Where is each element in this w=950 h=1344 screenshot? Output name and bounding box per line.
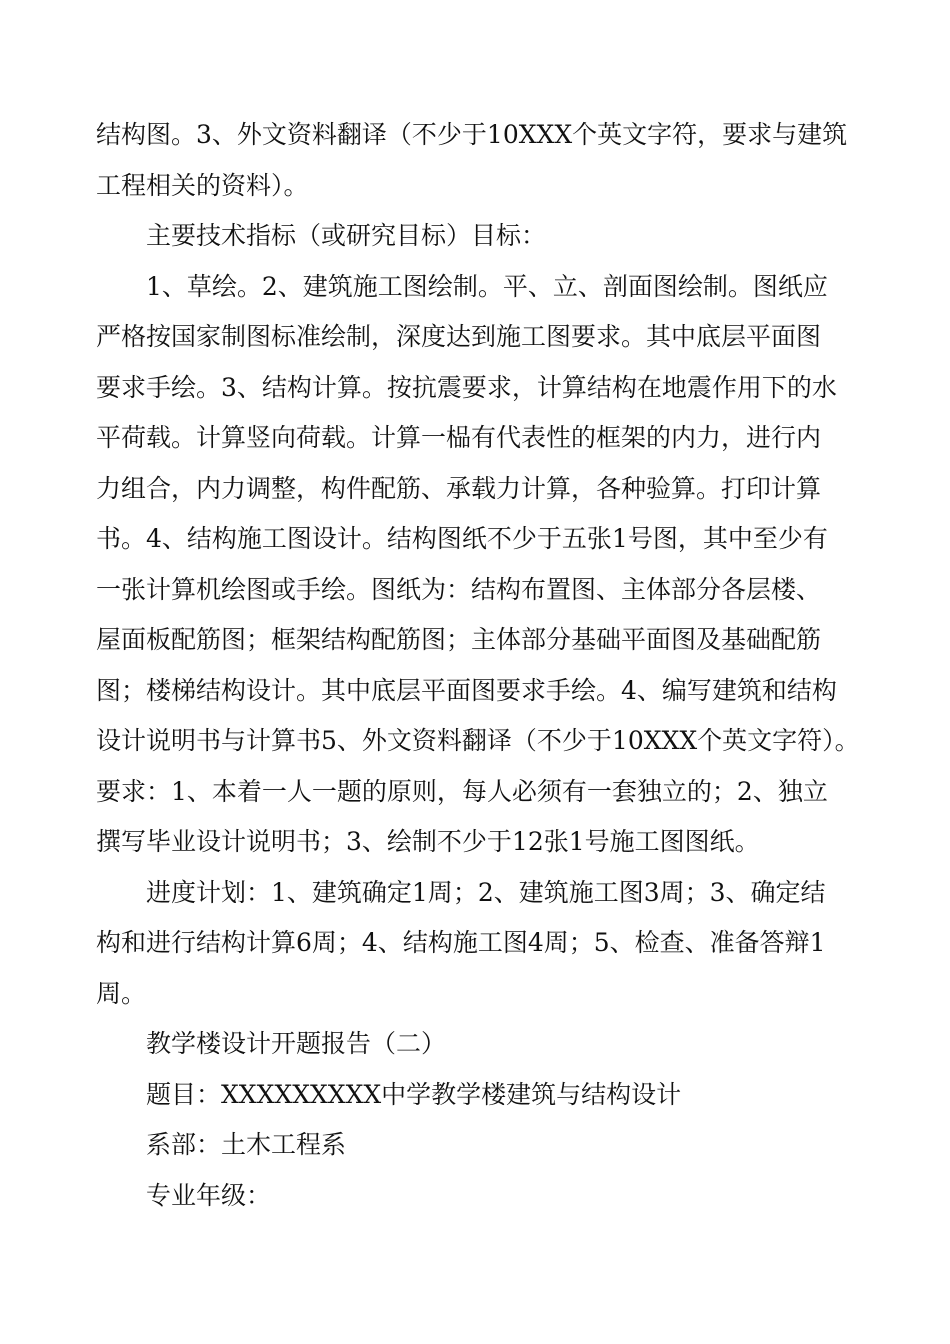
text-line: 图；楼梯结构设计。其中底层平面图要求手绘。4、编写建筑和结构 [96, 675, 837, 705]
text-line: 严格按国家制图标准绘制，深度达到施工图要求。其中底层平面图 [96, 322, 822, 351]
section-heading-technical-targets: 主要技术指标（或研究目标）目标： [146, 221, 547, 250]
text-line: 工程相关的资料）。 [96, 170, 309, 200]
text-line: 力组合，内力调整，构件配筋、承载力计算，各种验算。打印计算 [96, 473, 822, 503]
text-line: 1、草绘。2、建筑施工图绘制。平、立、剖面图绘制。图纸应 [146, 271, 828, 301]
report-title: 教学楼设计开题报告（二） [146, 1029, 447, 1058]
text-line: 平荷载。计算竖向荷载。计算一榀有代表性的框架的内力，进行内 [96, 423, 822, 452]
document-page [96, 110, 868, 1221]
text-line: 屋面板配筋图；框架结构配筋图；主体部分基础平面图及基础配筋 [96, 625, 822, 654]
text-line: 一张计算机绘图或手绘。图纸为：结构布置图、主体部分各层楼、 [96, 574, 822, 604]
text-line: 要求手绘。3、结构计算。按抗震要求，计算结构在地震作用下的水 [96, 372, 837, 402]
schedule-line: 进度计划：1、建筑确定1周；2、建筑施工图3周；3、确定结 [146, 877, 826, 907]
text-line: 撰写毕业设计说明书；3、绘制不少于12张1号施工图图纸。 [96, 827, 760, 856]
topic-line: 题目：XXXXXXXXX中学教学楼建筑与结构设计 [146, 1079, 682, 1109]
department-line: 系部：土木工程系 [146, 1130, 347, 1159]
text-line: 要求：1、本着一人一题的原则，每人必须有一套独立的；2、独立 [96, 776, 828, 806]
text-line: 周。 [96, 978, 147, 1008]
text-line: 结构图。3、外文资料翻译（不少于10XXX个英文字符，要求与建筑 [96, 120, 848, 149]
text-line: 书。4、结构施工图设计。结构图纸不少于五张1号图，其中至少有 [96, 524, 828, 553]
text-line: 设计说明书与计算书5、外文资料翻译（不少于10XXX个英文字符）。 [96, 726, 860, 755]
text-line: 构和进行结构计算6周；4、结构施工图4周；5、检查、准备答辩1 [96, 928, 826, 957]
major-grade-line: 专业年级： [146, 1180, 272, 1210]
